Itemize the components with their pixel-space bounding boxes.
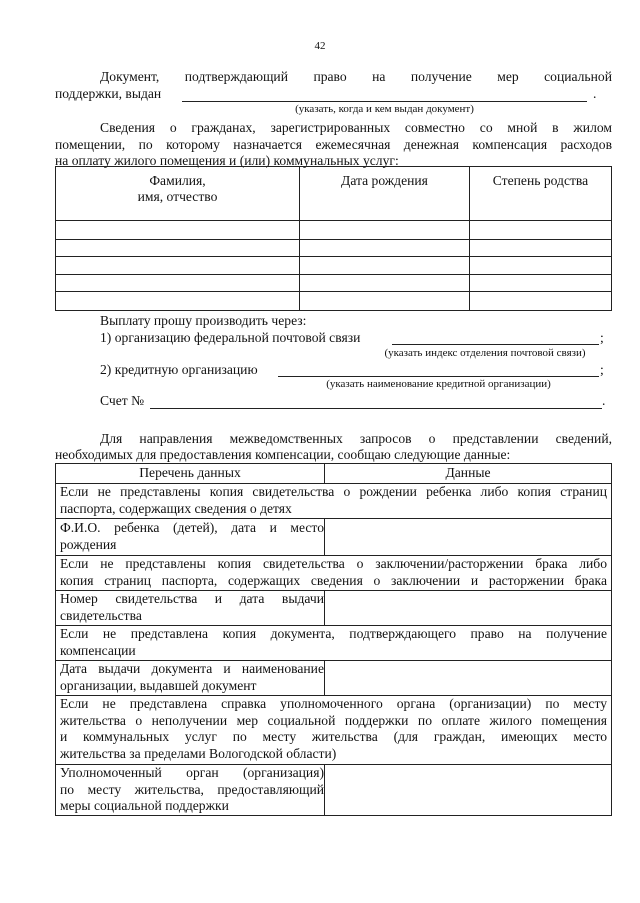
postal-fill-line[interactable]	[392, 344, 599, 345]
word: Документ,	[100, 69, 160, 84]
table-row-divider	[56, 291, 611, 292]
row-line: жительства о неполучении мер социальной поддержки по оплате жилого помещения	[60, 712, 607, 728]
word: подтверждающий	[184, 69, 288, 84]
word: получение	[410, 69, 472, 84]
row-line: Уполномоченный орган (организация)	[60, 765, 324, 780]
row-line: Если не представлены копия свидетельства о рождении ребенка либо копия страниц	[60, 484, 607, 499]
row-authorized-body	[60, 765, 324, 815]
family-table	[55, 166, 612, 311]
row-line: жительства за пределами Вологодской области)	[60, 745, 337, 761]
row-document-issue-date	[60, 661, 324, 694]
postal-caption: (указать индекс отделения почтовой связи)	[384, 347, 586, 359]
row-line: паспорта, содержащих сведения о детях	[60, 500, 292, 516]
row-line: Номер свидетельства и дата выдачи	[60, 591, 324, 606]
doc-issued-line-1	[100, 68, 612, 86]
row-line: рождения	[60, 536, 117, 552]
col-header-data: Данные	[445, 465, 491, 480]
doc-issued-caption: (указать, когда и кем выдан документ)	[295, 103, 474, 115]
payment-intro: Выплату прошу производить через:	[100, 313, 307, 328]
word: право	[313, 69, 347, 84]
header-relationship: Степень родства	[492, 173, 589, 188]
row-line: Ф.И.О. ребенка (детей), дата и место	[60, 520, 324, 535]
doc-issued-end: .	[593, 86, 597, 101]
interagency-line-2: необходимых для предоставления компенсации, сообщаю следующие данные:	[55, 447, 511, 462]
row-authority-certificate	[60, 696, 607, 762]
row-certificate-number	[60, 591, 324, 624]
payment-option-credit: 2) кредитную организацию	[100, 362, 258, 377]
account-fill-line[interactable]	[150, 408, 602, 409]
row-marriage-certificate	[60, 556, 607, 589]
word: на	[372, 69, 386, 84]
payment-option-postal-end: ;	[600, 330, 604, 345]
row-child-name	[60, 520, 324, 553]
row-line: Дата выдачи документа и наименование	[60, 661, 324, 676]
account-end: .	[602, 393, 606, 408]
word: социальной	[544, 69, 612, 84]
registered-line-1: Сведения о гражданах, зарегистрированных совместно со мной в жилом	[100, 120, 612, 135]
row-line: и коммунальных услуг по месту жительства (для граждан, имеющих место	[60, 729, 607, 744]
row-line: организации, выдавшей документ	[60, 677, 257, 693]
row-line: копия страниц паспорта, содержащих сведения о заключении и расторжении брака	[60, 572, 607, 588]
account-label: Счет №	[100, 393, 145, 408]
table-row-divider	[56, 239, 611, 240]
credit-fill-line[interactable]	[278, 376, 599, 377]
row-line: Если не представлены копия свидетельства о заключении/расторжении брака либо	[60, 556, 607, 571]
page-number: 42	[314, 40, 326, 52]
registered-line-3: на оплату жилого помещения и (или) коммунальных услуг:	[55, 153, 399, 168]
registered-line-2: помещении, по которому назначается ежемесячная денежная компенсация расходов	[55, 137, 612, 152]
row-line: Если не представлена копия документа, подтверждающего право на получение	[60, 626, 607, 641]
table-row-divider	[56, 220, 611, 221]
row-line: Если не представлена справка уполномоченного органа (организации) по месту	[60, 696, 607, 711]
col-header-list: Перечень данных	[139, 465, 241, 480]
row-line: меры социальной поддержки	[60, 798, 229, 813]
word: мер	[497, 69, 519, 84]
table-divider	[324, 590, 325, 625]
payment-option-postal: 1) организацию федеральной почтовой связи	[100, 330, 361, 345]
header-birth-date: Дата рождения	[341, 173, 428, 188]
table-row-divider	[56, 256, 611, 257]
header-fio-line-1: Фамилия,	[149, 173, 206, 188]
header-fio	[56, 173, 299, 205]
header-fio-line-2: имя, отчество	[137, 189, 218, 204]
table-row-divider	[56, 518, 611, 519]
doc-issued-label: поддержки, выдан	[55, 86, 162, 101]
row-line: компенсации	[60, 642, 136, 658]
data-table	[55, 463, 612, 816]
table-divider	[324, 660, 325, 695]
row-line: по месту жительства, предоставляющий	[60, 781, 324, 797]
table-row-divider	[56, 274, 611, 275]
interagency-line-1: Для направления межведомственных запросов о представлении сведений,	[100, 431, 612, 446]
payment-option-credit-end: ;	[600, 362, 604, 377]
doc-issued-fill-line[interactable]	[182, 101, 587, 102]
table-divider	[324, 764, 325, 816]
row-line: свидетельства	[60, 607, 142, 623]
credit-caption: (указать наименование кредитной организации)	[326, 378, 551, 390]
table-divider	[324, 518, 325, 555]
row-compensation-document	[60, 626, 607, 659]
row-birth-certificate	[60, 484, 607, 517]
